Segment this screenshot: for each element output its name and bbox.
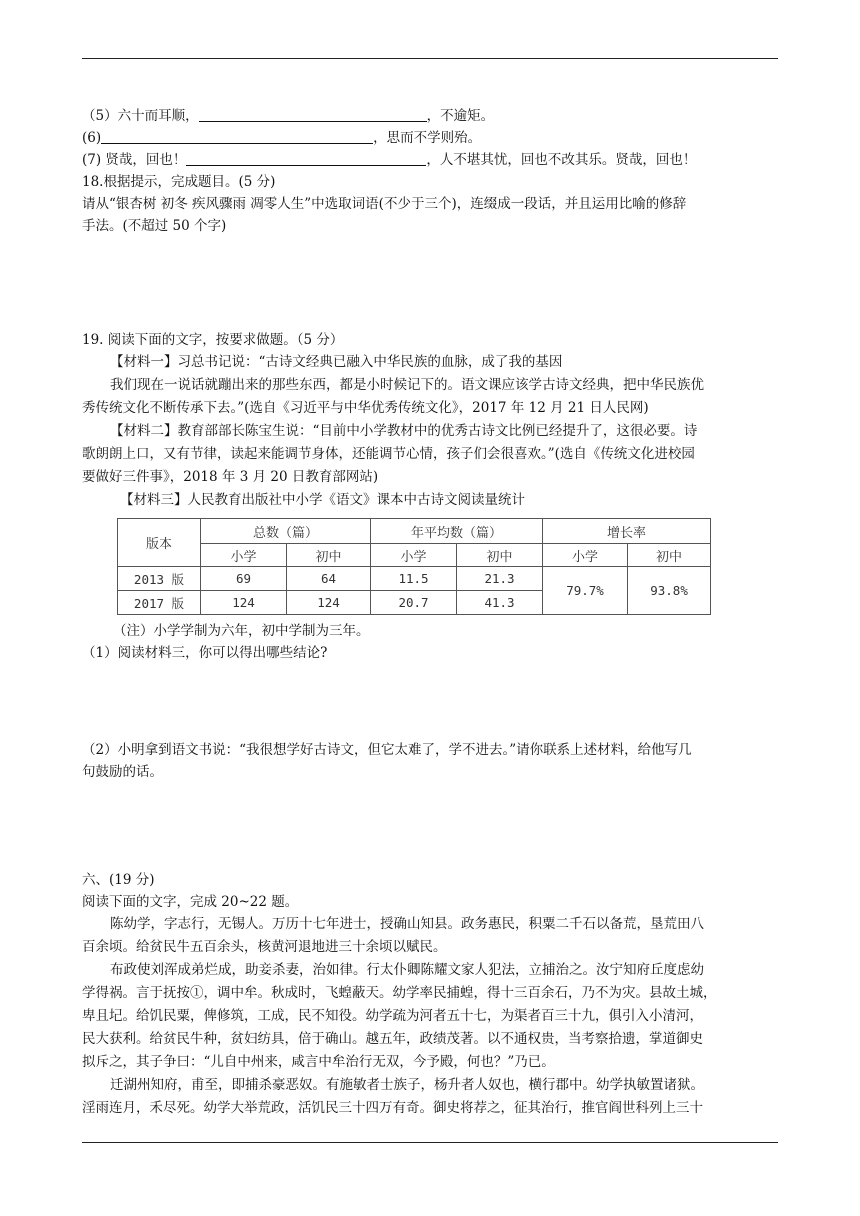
subheader-total-primary: 小学 [201,544,287,567]
passage-p2-line-3: 卑且圮。给饥民粟，俾修筑，工成，民不知役。幼学疏为河者五十七，为渠者百三十九，俱引入小清河， [82,1008,703,1024]
row-avg-junior: 21.3 [457,567,543,591]
subheader-growth-junior: 初中 [628,544,711,567]
header-annual-average: 年平均数（篇） [371,519,543,544]
q17-line-6-blank[interactable] [101,129,373,144]
subheader-avg-primary: 小学 [371,544,457,567]
row-avg-primary: 11.5 [371,567,457,591]
q17-line-6-suffix: ，思而不学则殆。 [373,130,482,146]
row-total-junior: 124 [287,591,371,615]
table-subheader-row [118,544,711,567]
q18-title: 18.根据提示，完成题目。(5 分) [82,174,276,190]
section-6-instruction: 阅读下面的文字，完成 20~22 题。 [82,894,299,910]
q19-material-3-title: 【材料三】人民教育出版社中小学《语文》课本中古诗文阅读量统计 [120,492,525,508]
header-growth-rate: 增长率 [543,519,711,544]
q18-prompt-line-1: 请从“银杏树 初冬 疾风骤雨 凋零人生”中选取词语(不少于三个)，连缀成一段话，并且运用比喻的修辞 [82,196,687,212]
q17-line-7 [82,150,782,170]
q19-material-2-line-2: 歌朗朗上口，又有节律，读起来能调节身体，还能调节心情，孩子们会很喜欢。”(选自《传统文化进校园 [82,446,695,462]
q19-material-1-line-1: 【材料一】习总书记说：“古诗文经典已融入中华民族的血脉，成了我的基因 [110,354,563,370]
q17-line-7-suffix: ，人不堪其忧，回也不改其乐。贤哉，回也！ [426,152,697,168]
passage-p2-line-5: 拟斥之，其子争曰：“儿自中州来，咸言中牟治行无双，今予殿，何也？”乃已。 [82,1054,555,1070]
q17-line-6-prefix: (6) [82,130,102,146]
row-total-primary: 69 [201,567,287,591]
passage-p2-line-1: 布政使刘浑成弟烂成，助妾杀妻，治如律。行太仆卿陈耀文家人犯法，立捕治之。汝宁知府丘度虑幼 [110,962,704,978]
growth-junior: 93.8% [628,567,711,615]
reading-statistics-table [117,518,711,615]
q17-line-7-blank[interactable] [186,151,426,166]
row-total-junior: 64 [287,567,371,591]
row-edition: 2017 版 [118,591,201,615]
passage-p2-line-4: 民大获利。给贫民牛种，贫妇纺具，倍于确山。越五年，政绩茂著。以不通权贵，当考察拾遗，掌道御史 [82,1031,703,1047]
passage-p2-line-2: 学得祸。言于抚按①，调中牟。秋成时，飞蝗蔽天。幼学率民捕蝗，得十三百余石，乃不为灾。县故土城， [82,985,717,1001]
q19-sub-question-1: （1）阅读材料三，你可以得出哪些结论? [82,645,328,661]
q19-material-1-line-3: 秀传统文化不断传承下去。”(选自《习近平与中华优秀传统文化》，2017 年 12 月 21 日人民网) [82,400,649,416]
q18-prompt-line-2: 手法。(不超过 50 个字) [82,218,227,234]
q19-sub-question-2-line-2: 句鼓励的话。 [82,764,163,780]
q17-line-6 [82,128,782,148]
header-rule [82,58,778,59]
subheader-growth-primary: 小学 [543,544,628,567]
subheader-total-junior: 初中 [287,544,371,567]
q19-title: 19. 阅读下面的文字，按要求做题。（5 分） [82,332,344,348]
q19-sub-question-2-line-1: （2）小明拿到语文书说：“我很想学好古诗文，但它太难了，学不进去。”请你联系上述材料，给他写几 [82,742,692,758]
q19-material-1-line-2: 我们现在一说话就蹦出来的那些东西，都是小时候记下的。语文课应该学古诗文经典，把中华民族优 [110,377,704,393]
header-total: 总数（篇） [201,519,371,544]
table-header-row [118,519,711,544]
footer-rule [82,1142,778,1143]
passage-p1-line-1: 陈幼学，字志行，无锡人。万历十七年进士，授确山知县。政务惠民，积粟二千石以备荒，垦荒田八 [110,916,704,932]
table-row [118,567,711,591]
q17-line-5-prefix: （5）六十而耳顺， [82,108,199,124]
q17-line-5-blank[interactable] [199,107,427,122]
row-edition: 2013 版 [118,567,201,591]
passage-p1-line-2: 百余顷。给贫民牛五百余头，核黄河退地进三十余顷以赋民。 [82,939,447,955]
q19-material-2-line-3: 要做好三件事》，2018 年 3 月 20 日教育部网站) [82,469,379,485]
q17-line-5 [82,106,782,126]
growth-primary: 79.7% [543,567,628,615]
passage-p3-line-2: 淫雨连月，禾尽死。幼学大举荒政，活饥民三十四万有奇。御史将荐之，征其治行，推官阎世科列上三十 [82,1100,703,1116]
row-avg-primary: 20.7 [371,591,457,615]
passage-p3-line-1: 迁湖州知府，甫至，即捕杀豪恶奴。有施敏者士族子，杨升者人奴也，横行郡中。幼学执敏置诸狱。 [110,1077,704,1093]
row-total-primary: 124 [201,591,287,615]
header-edition: 版本 [118,519,201,567]
q17-line-5-suffix: ，不逾矩。 [426,108,495,124]
row-avg-junior: 41.3 [457,591,543,615]
subheader-avg-junior: 初中 [457,544,543,567]
q19-table-note: （注）小学学制为六年，初中学制为三年。 [113,623,370,639]
q17-line-7-prefix: (7) 贤哉，回也！ [82,152,187,168]
q19-material-2-line-1: 【材料二】教育部部长陈宝生说：“目前中小学教材中的优秀古诗文比例已经提升了，这很必要。诗 [110,423,698,439]
section-6-title: 六、(19 分) [82,872,155,888]
